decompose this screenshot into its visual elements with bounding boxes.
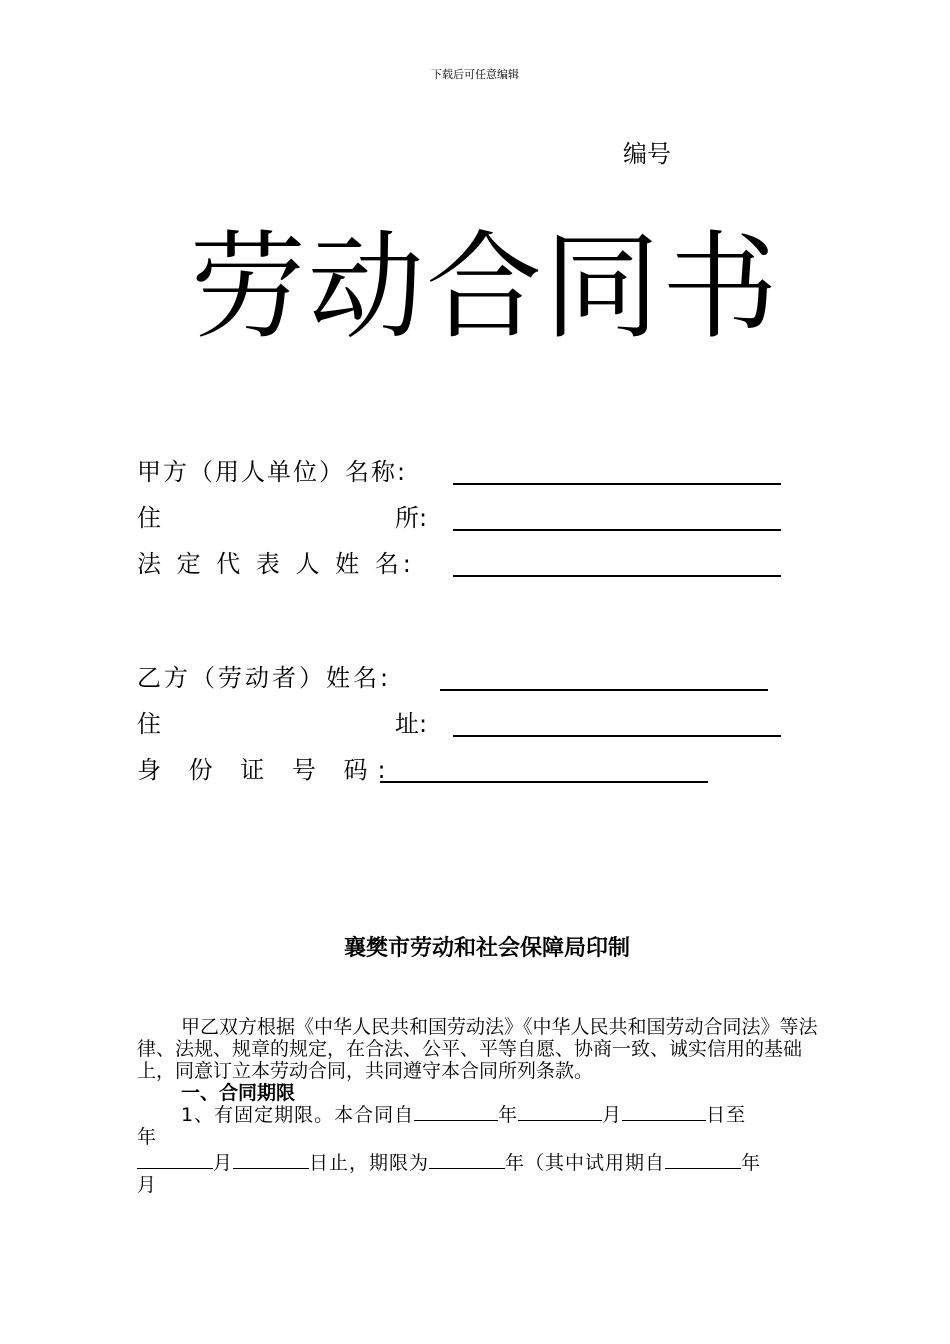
party-b-name-line[interactable] (440, 689, 768, 691)
party-a-name-line[interactable] (453, 483, 781, 485)
party-b-name-field[interactable] (137, 658, 787, 694)
end-year-blank[interactable] (137, 1152, 213, 1169)
party-a-address-label-left: 住 (137, 504, 161, 532)
party-b-id-line[interactable] (380, 781, 708, 783)
start-month-blank[interactable] (518, 1104, 602, 1121)
party-a-address-field[interactable] (137, 498, 787, 534)
party-a-name-field[interactable] (137, 452, 787, 488)
term-years-blank[interactable] (429, 1152, 505, 1169)
document-title: 劳动合同书 (190, 220, 780, 355)
header-note: 下载后可任意编辑 (431, 68, 519, 81)
start-day-blank[interactable] (622, 1104, 706, 1121)
clause-1: 1、有固定期限。本合同自 年 月 日至 年 (137, 1104, 747, 1148)
issuer-line: 襄樊市劳动和社会保障局印制 (343, 936, 630, 961)
party-a-rep-field[interactable] (137, 544, 787, 580)
start-year-blank[interactable] (414, 1104, 498, 1121)
clause-1-continued: 月 日止，期限为 年（其中试用期自 年 月 (137, 1152, 762, 1196)
party-b-id-label: 身 份 证 号 码: (137, 756, 396, 784)
party-b-address-field[interactable] (137, 704, 787, 740)
party-a-address-label-right: 所: (395, 504, 428, 532)
party-b-id-field[interactable] (137, 750, 787, 786)
party-a-rep-label: 法 定 代 表 人 姓 名: (137, 550, 415, 578)
party-b-address-line[interactable] (453, 735, 781, 737)
contract-body (137, 1016, 837, 1196)
end-month-blank[interactable] (233, 1152, 309, 1169)
party-b-name-label: 乙方（劳动者）姓名: (137, 664, 392, 692)
party-a-rep-line[interactable] (453, 575, 781, 577)
party-b-address-label-left: 住 (137, 710, 161, 738)
serial-number-label: 编号 (623, 140, 671, 168)
party-a-name-label: 甲方（用人单位）名称: (137, 458, 408, 486)
intro-paragraph: 甲乙双方根据《中华人民共和国劳动法》《中华人民共和国劳动合同法》等法律、法规、规章的规定，在合法、公平、平等自愿、协商一致、诚实信用的基础上，同意订立本劳动合同，共同遵守本合同所列条款。 (137, 1016, 818, 1082)
probation-year-blank[interactable] (665, 1152, 741, 1169)
party-b-address-label-right: 址: (395, 710, 428, 738)
party-a-address-line[interactable] (453, 529, 781, 531)
section-1-title: 一、合同期限 (181, 1082, 296, 1104)
